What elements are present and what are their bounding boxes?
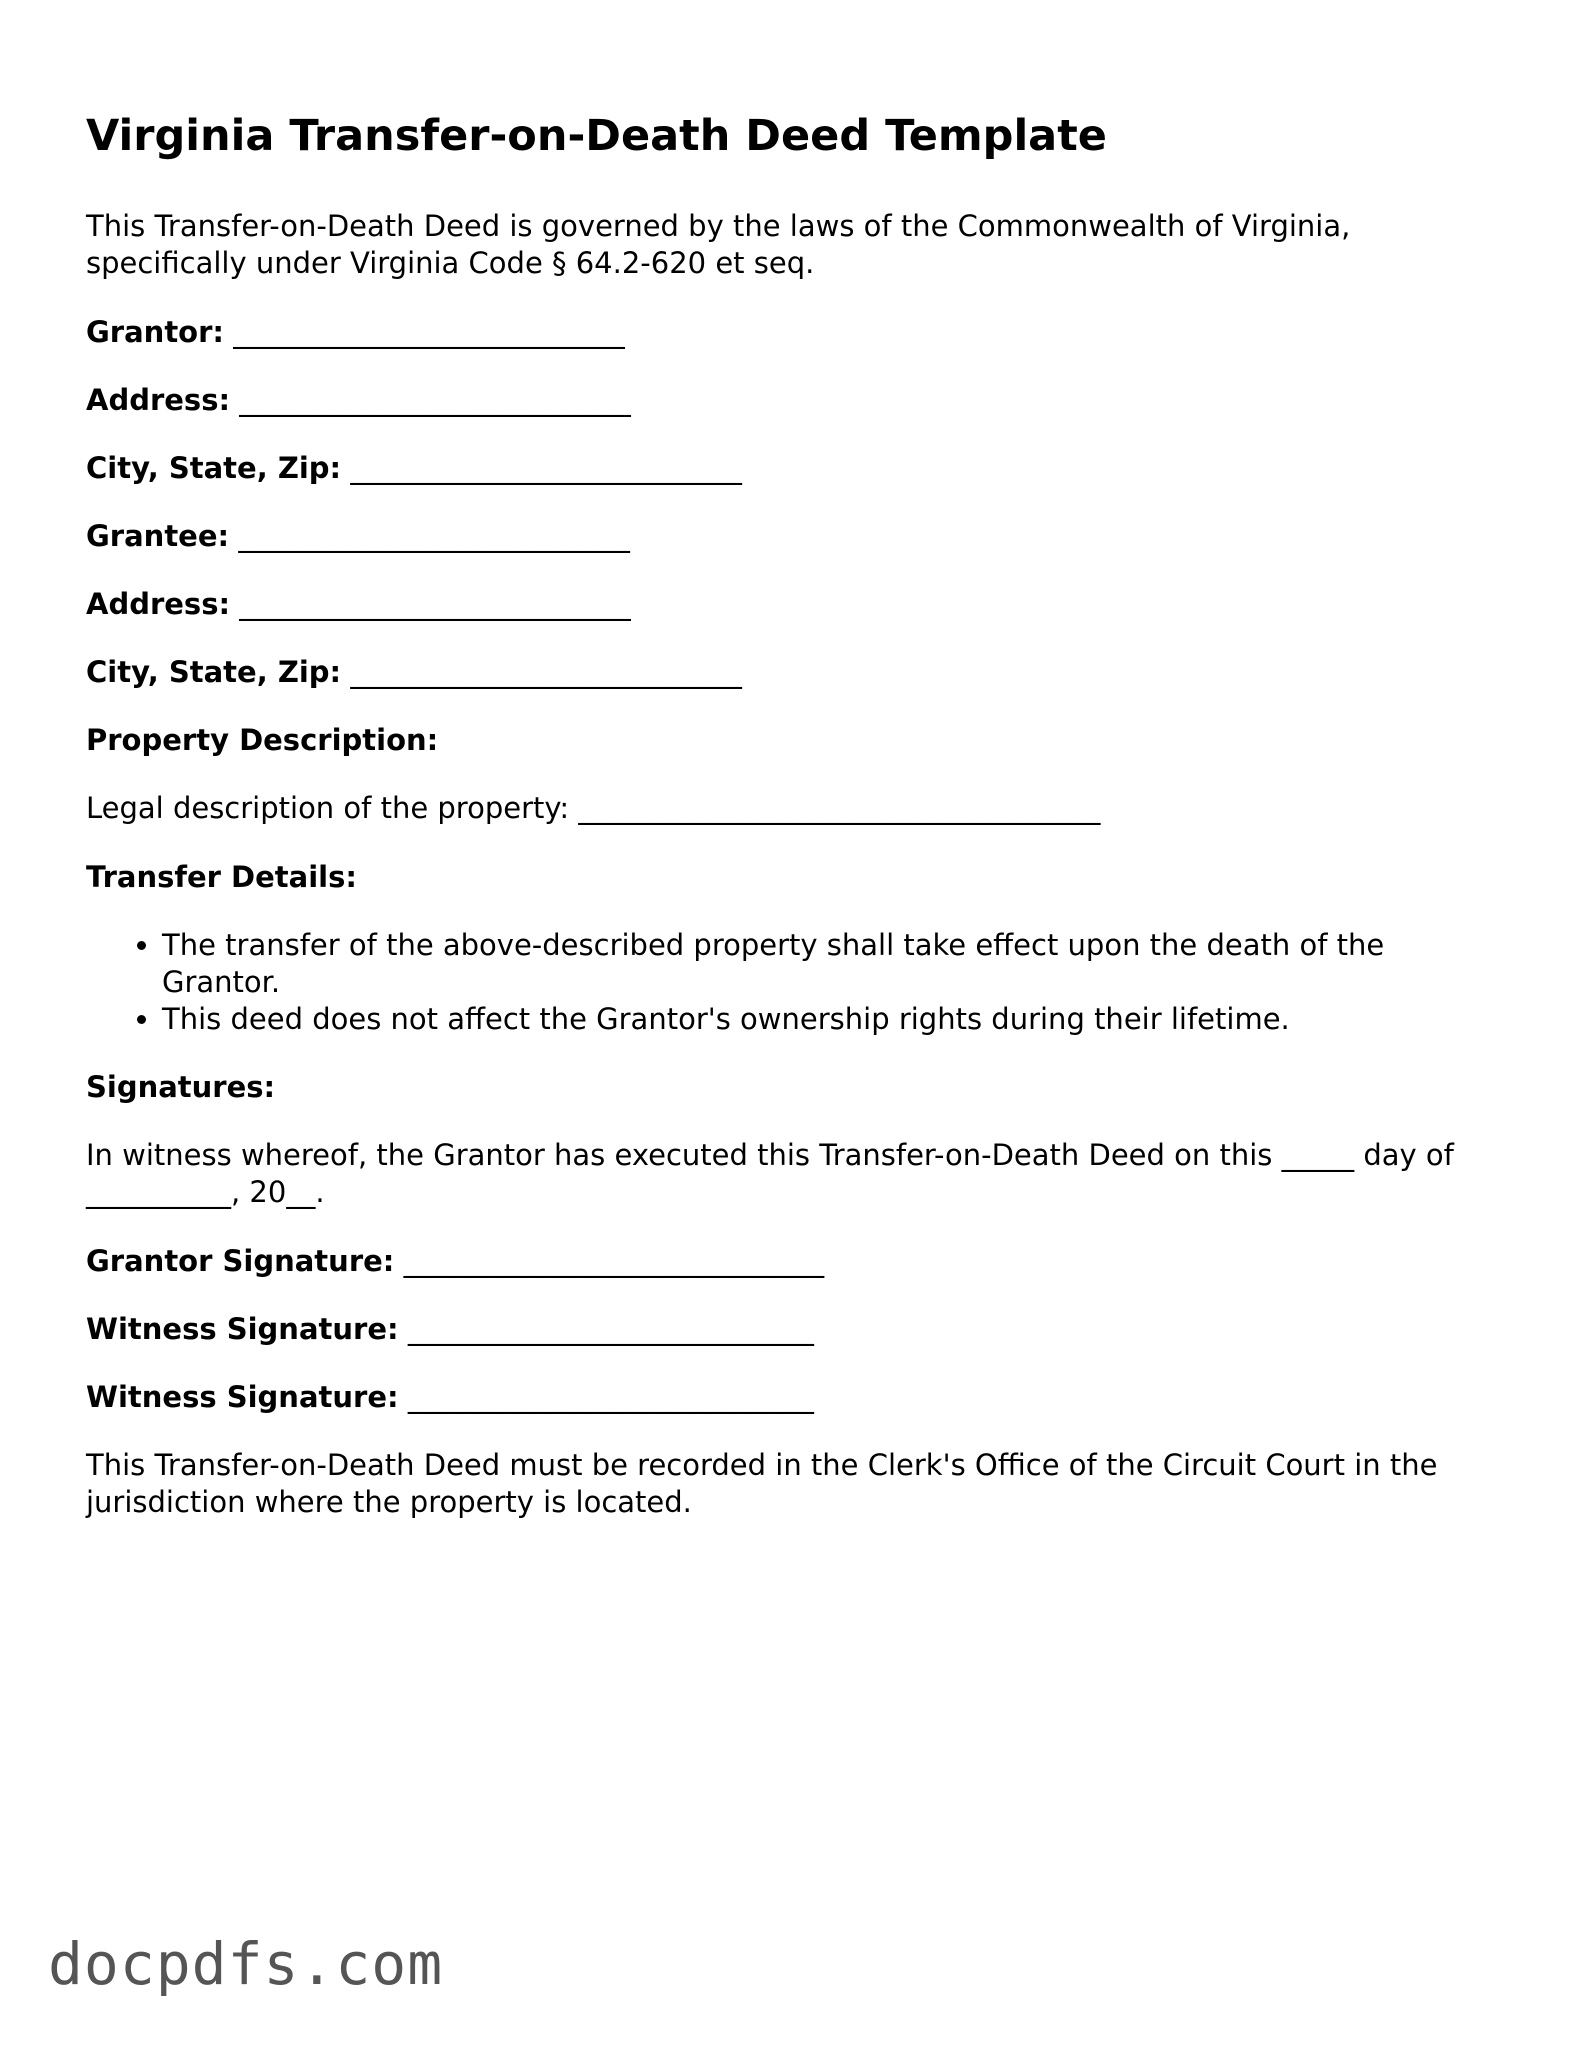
grantor-address-label: Address:: [86, 383, 231, 417]
intro-paragraph: This Transfer-on-Death Deed is governed by the laws of the Commonwealth of Virginia, specifically under Virginia Code § 64.2-620 et seq.: [86, 209, 1351, 280]
grantor-signature-label: Grantor Signature:: [86, 1244, 395, 1278]
transfer-heading: Transfer Details:: [86, 860, 357, 894]
witness-signature-blank-1: ____________________________: [407, 1312, 814, 1346]
signatures-heading: Signatures:: [86, 1070, 276, 1104]
grantor-name-field: [86, 314, 1486, 351]
witness-signature-label-2: Witness Signature:: [86, 1380, 399, 1414]
list-item: • This deed does not affect the Grantor's ownership rights during their lifetime.: [162, 1001, 1486, 1038]
witness-signature-label-1: Witness Signature:: [86, 1312, 399, 1346]
grantor-name-blank: ___________________________: [233, 315, 625, 349]
grantee-address-field: [86, 586, 1486, 623]
witness-signature-field-2: [86, 1379, 1486, 1416]
grantee-name-blank: ___________________________: [238, 519, 630, 553]
witness-whereof-paragraph: In witness whereof, the Grantor has executed this Transfer-on-Death Deed on this _____ day of __________, 20__.: [86, 1138, 1454, 1209]
transfer-details-list: [86, 927, 1486, 1038]
grantor-city-field: [86, 450, 1486, 487]
grantor-name-label: Grantor:: [86, 315, 225, 349]
witness-signature-field-1: [86, 1311, 1486, 1348]
grantor-address-blank: ___________________________: [239, 383, 631, 417]
grantee-name-label: Grantee:: [86, 519, 230, 553]
list-item: • The transfer of the above-described property shall take effect upon the death of the Grantor.: [162, 927, 1486, 1001]
watermark: docpdfs.com: [48, 1930, 444, 1998]
grantee-address-label: Address:: [86, 587, 231, 621]
grantor-address-field: [86, 382, 1486, 419]
grantee-city-blank: ___________________________: [350, 655, 742, 689]
property-heading: Property Description:: [86, 723, 439, 757]
grantee-address-blank: ___________________________: [239, 587, 631, 621]
grantor-signature-field: [86, 1243, 1486, 1280]
property-legal-description: Legal description of the property: ____________________________________: [86, 791, 1101, 825]
grantor-city-blank: ___________________________: [350, 451, 742, 485]
document-title: Virginia Transfer-on-Death Deed Template: [86, 111, 1107, 161]
witness-signature-blank-2: ____________________________: [407, 1380, 814, 1414]
grantee-city-field: [86, 654, 1486, 691]
grantor-signature-blank: _____________________________: [403, 1244, 825, 1278]
grantee-city-label: City, State, Zip:: [86, 655, 342, 689]
grantee-name-field: [86, 518, 1486, 555]
document-page: [86, 108, 1486, 1553]
recording-note: This Transfer-on-Death Deed must be recorded in the Clerk's Office of the Circuit Court in the jurisdiction where the property is located.: [86, 1448, 1438, 1519]
grantor-city-label: City, State, Zip:: [86, 451, 342, 485]
